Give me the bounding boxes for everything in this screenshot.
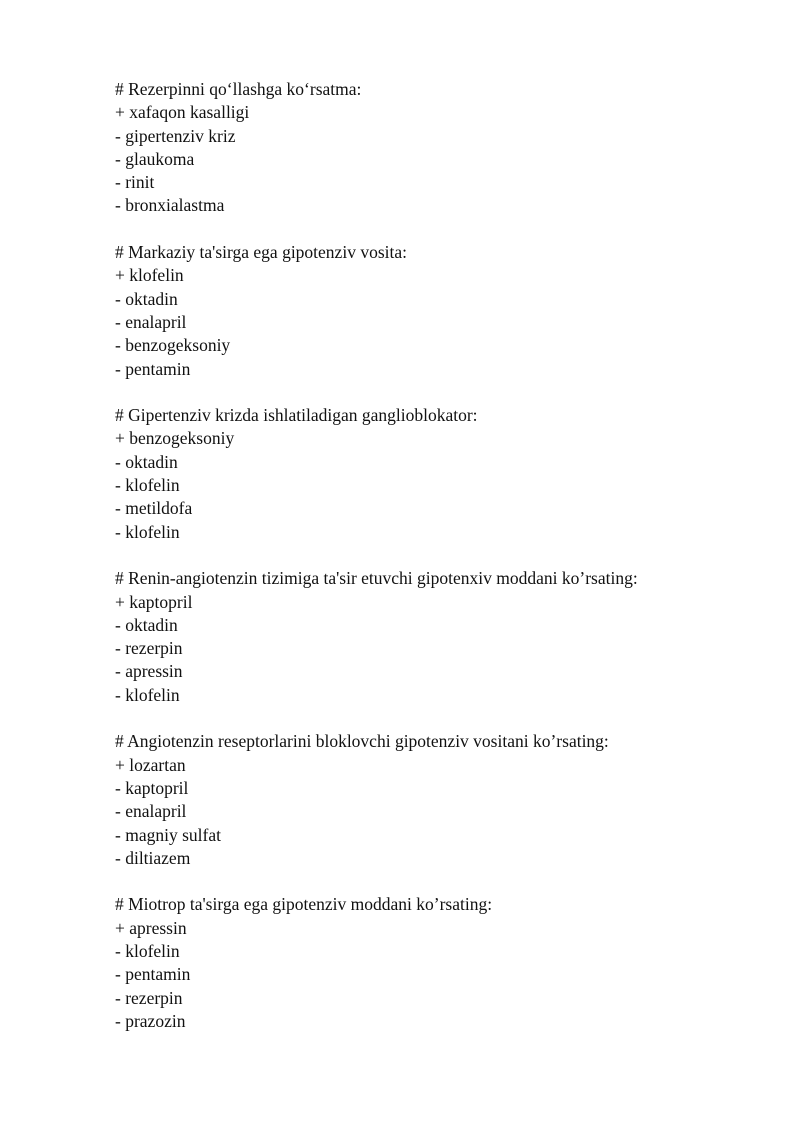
answer-option: - klofelin	[115, 475, 180, 496]
answer-option: - rezerpin	[115, 638, 183, 659]
answer-option: - klofelin	[115, 521, 180, 542]
answer-option: - enalapril	[115, 311, 187, 332]
question-block-1	[115, 78, 755, 218]
answer-option: - prazozin	[115, 1010, 186, 1031]
answer-option: - benzogeksoniy	[115, 335, 231, 356]
answer-option: - rezerpin	[115, 987, 183, 1008]
answer-option-correct: + kaptopril	[115, 591, 193, 612]
answer-option: - diltiazem	[115, 847, 191, 868]
document-body	[115, 78, 755, 1056]
question-block-6	[115, 893, 755, 1033]
answer-option: - metildofa	[115, 498, 193, 519]
question-prompt: # Rezerpinni qo‘llashga ko‘rsatma:	[115, 79, 362, 99]
question-prompt: # Angiotenzin reseptorlarini bloklovchi gipotenziv vositani ko’rsating:	[115, 731, 609, 752]
answer-option-correct: + xafaqon kasalligi	[115, 102, 250, 123]
answer-option: - bronxialastma	[115, 195, 225, 216]
question-prompt: # Gipertenziv krizda ishlatiladigan ganglioblokator:	[115, 405, 478, 426]
question-block-4	[115, 567, 755, 707]
answer-option-correct: + klofelin	[115, 265, 184, 286]
answer-option-correct: + lozartan	[115, 754, 186, 775]
question-block-3	[115, 404, 755, 544]
question-prompt: # Renin-angiotenzin tizimiga ta'sir etuvchi gipotenxiv moddani ko’rsating:	[115, 568, 638, 589]
answer-option: - klofelin	[115, 940, 180, 961]
answer-option: - gipertenziv kriz	[115, 125, 236, 146]
answer-option: - pentamin	[115, 358, 191, 379]
answer-option-correct: + apressin	[115, 917, 187, 938]
answer-option: - rinit	[115, 172, 155, 193]
question-block-5	[115, 730, 755, 870]
answer-option: - glaukoma	[115, 148, 195, 169]
answer-option: - pentamin	[115, 964, 191, 985]
answer-option: - magniy sulfat	[115, 824, 221, 845]
question-block-2	[115, 241, 755, 381]
answer-option: - oktadin	[115, 288, 178, 309]
question-prompt: # Markaziy ta'sirga ega gipotenziv vosita:	[115, 242, 407, 263]
answer-option-correct: + benzogeksoniy	[115, 428, 235, 449]
question-prompt: # Miotrop ta'sirga ega gipotenziv moddani ko’rsating:	[115, 894, 493, 915]
answer-option: - enalapril	[115, 801, 187, 822]
answer-option: - oktadin	[115, 451, 178, 472]
answer-option: - oktadin	[115, 614, 178, 635]
answer-option: - klofelin	[115, 684, 180, 705]
answer-option: - kaptopril	[115, 777, 189, 798]
answer-option: - apressin	[115, 661, 183, 682]
